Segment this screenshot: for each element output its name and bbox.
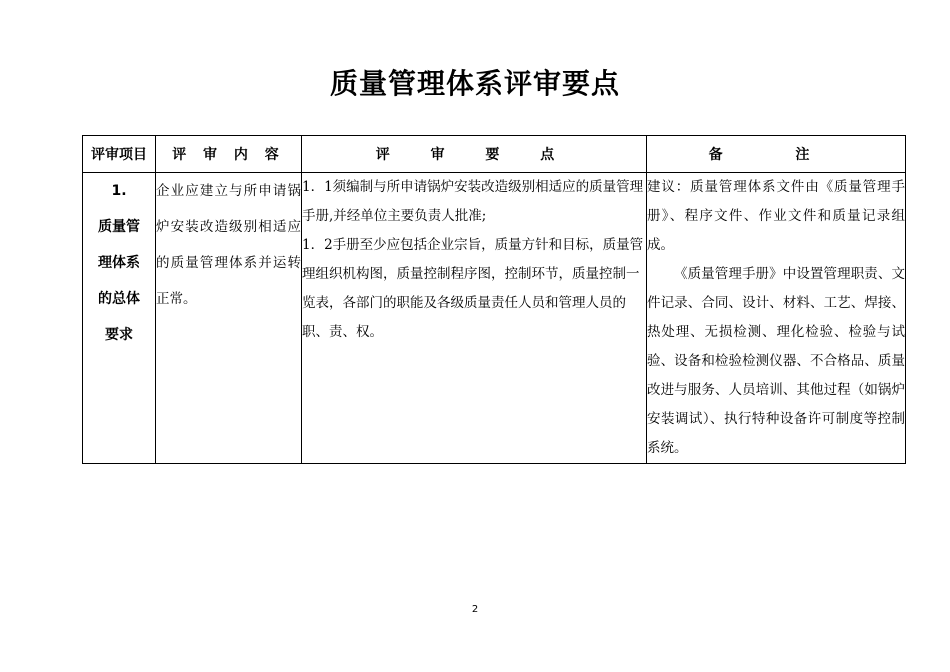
table-row xyxy=(83,173,906,464)
note-paragraph: 建议：质量管理体系文件由《质量管理手册》、程序文件、作业文件和质量记录组成。 xyxy=(647,179,905,253)
review-points-cell xyxy=(302,173,647,464)
note-paragraph: 《质量管理手册》中设置管理职责、文件记录、合同、设计、材料、工艺、焊接、热处理、无损检测、理化检验、检验与试验、设备和检验检测仪器、不合格品、质量改进与服务、人员培训、其他过程（如锅炉安装调试）、执行特种设备许可制度等控制系统。 xyxy=(647,266,905,456)
header-review-points: 评 审 要 点 xyxy=(302,136,647,173)
review-item-line: 理体系 xyxy=(98,255,140,271)
review-item-line: 的总体 xyxy=(98,291,140,307)
notes-cell xyxy=(647,173,906,464)
header-notes: 备 注 xyxy=(647,136,906,173)
review-content-cell: 企业应建立与所申请锅炉安装改造级别相适应的质量管理体系并运转正常。 xyxy=(156,173,302,464)
review-point-paragraph: 1．1须编制与所申请锅炉安装改造级别相适应的质量管理手册,并经单位主要负责人批准; xyxy=(302,179,644,224)
review-item-line: 1. xyxy=(111,183,127,199)
review-point-paragraph: 1．2手册至少应包括企业宗旨，质量方针和目标，质量管理组织机构图，质量控制程序图，控制环节，质量控制一览表，各部门的职能及各级质量责任人员和管理人员的职、责、权。 xyxy=(302,237,644,340)
page-number: 2 xyxy=(471,604,479,615)
review-points-table xyxy=(82,135,906,464)
review-item-line: 要求 xyxy=(105,327,133,343)
table-header-row xyxy=(83,136,906,173)
review-item-cell xyxy=(83,173,156,464)
document-title: 质量管理体系评审要点 xyxy=(329,67,620,100)
header-review-item: 评审项目 xyxy=(83,136,156,173)
review-item-line: 质量管 xyxy=(98,219,140,235)
header-review-content: 评 审 内 容 xyxy=(156,136,302,173)
